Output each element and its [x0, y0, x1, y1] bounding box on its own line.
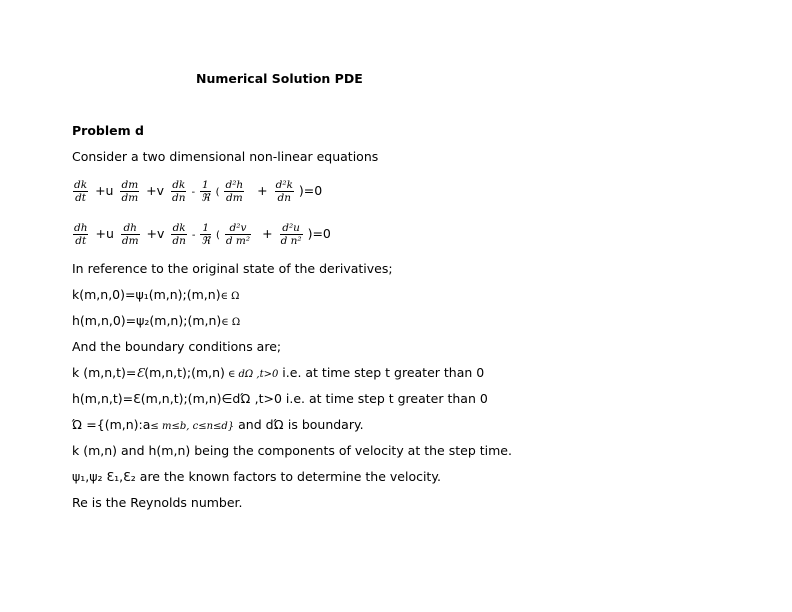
boundary-k-args: (m,n,t);(m,n): [144, 365, 225, 380]
reynolds-text: Re is the Reynolds number.: [72, 495, 243, 510]
equation-2: [72, 219, 331, 251]
eq1-plus-v: +v: [146, 183, 165, 198]
eq1-fraction-d2h-dm: $\frac{\text{d²h}}{dm}$: [225, 179, 244, 204]
document-title: Numerical Solution PDE: [196, 71, 363, 86]
initial-condition-h-text: h(m,n,0)=ψ₂(m,n);(m,n): [72, 313, 222, 328]
intro-text: Consider a two dimensional non-linear equations: [72, 149, 379, 164]
eq2-plus-v: +v: [146, 226, 165, 241]
initial-condition-k-text: k(m,n,0)=ψ₁(m,n);(m,n): [72, 287, 221, 302]
boundary-condition-k: [72, 365, 484, 380]
omega-definition-note: and dΏ is boundary.: [234, 417, 364, 432]
eq1-fraction-reciprocal-re: $\frac{1}{\text{ℜ}}$: [201, 179, 210, 204]
eq2-fraction-dh-dm: $\frac{dh}{dm}$: [121, 222, 139, 247]
eq1-fraction-dm-dm: $\frac{dm}{dm}$: [121, 179, 139, 204]
omega-definition-lhs: Ώ ={(m,n):a: [72, 417, 151, 432]
boundary-condition-h: h(m,n,t)=Ɛ(m,n,t);(m,n)∈dΏ ,t>0 i.e. at time step t greater than 0: [72, 391, 488, 406]
eq2-open-paren: (: [215, 230, 220, 241]
initial-condition-h: [72, 313, 240, 328]
initial-condition-h-domain: ∈ Ω: [221, 317, 241, 328]
eq2-fraction-reciprocal-re: $\frac{1}{\text{ℜ}}$: [201, 222, 210, 247]
components-text: k (m,n) and h(m,n) being the components of velocity at the step time.: [72, 443, 512, 458]
eq2-plus: +: [262, 226, 273, 241]
eq1-minus: -: [191, 187, 196, 198]
eq2-close: )=0: [307, 226, 331, 241]
eq1-fraction-dk-dt: $\frac{dk}{dt}$: [74, 179, 88, 204]
boundary-k-domain: ∈ dΩ ,t>0: [227, 369, 279, 380]
eq2-fraction-dh-dt: $\frac{dh}{dt}$: [74, 222, 88, 247]
eq1-open-paren: (: [215, 187, 220, 198]
boundary-k-epsilon: Ɛ: [136, 365, 145, 380]
eq2-fraction-d2v-dm2: $\frac{\text{d²v}}{\text{d m²}}$: [225, 222, 251, 247]
boundary-intro: And the boundary conditions are;: [72, 339, 282, 354]
eq2-fraction-d2u-dn2: $\frac{\text{d²u}}{\text{d n²}}$: [280, 222, 302, 247]
eq1-plus: +: [257, 183, 268, 198]
omega-definition-bounds: ≤ m≤b, c≤n≤d}: [150, 421, 235, 432]
initial-condition-k: [72, 287, 239, 302]
omega-definition: [72, 417, 364, 432]
eq1-plus-u: +u: [95, 183, 114, 198]
eq2-plus-u: +u: [95, 226, 114, 241]
equation-1: [72, 176, 322, 208]
eq1-close: )=0: [298, 183, 323, 198]
initial-condition-k-domain: ∈ Ω: [220, 291, 240, 302]
eq1-fraction-dk-dn: $\frac{dk}{dn}$: [172, 179, 186, 204]
problem-heading: Problem d: [72, 123, 144, 138]
eq2-minus: -: [191, 230, 196, 241]
boundary-k-lhs: k (m,n,t)=: [72, 365, 137, 380]
reference-text: In reference to the original state of the derivatives;: [72, 261, 393, 276]
eq2-fraction-dk-dn: $\frac{dk}{dn}$: [172, 222, 186, 247]
factors-text: ψ₁,ψ₂ Ɛ₁,Ɛ₂ are the known factors to determine the velocity.: [72, 469, 441, 484]
eq1-fraction-d2k-dn: $\frac{\text{d²k}}{dn}$: [275, 179, 293, 204]
boundary-k-note: i.e. at time step t greater than 0: [278, 365, 485, 380]
